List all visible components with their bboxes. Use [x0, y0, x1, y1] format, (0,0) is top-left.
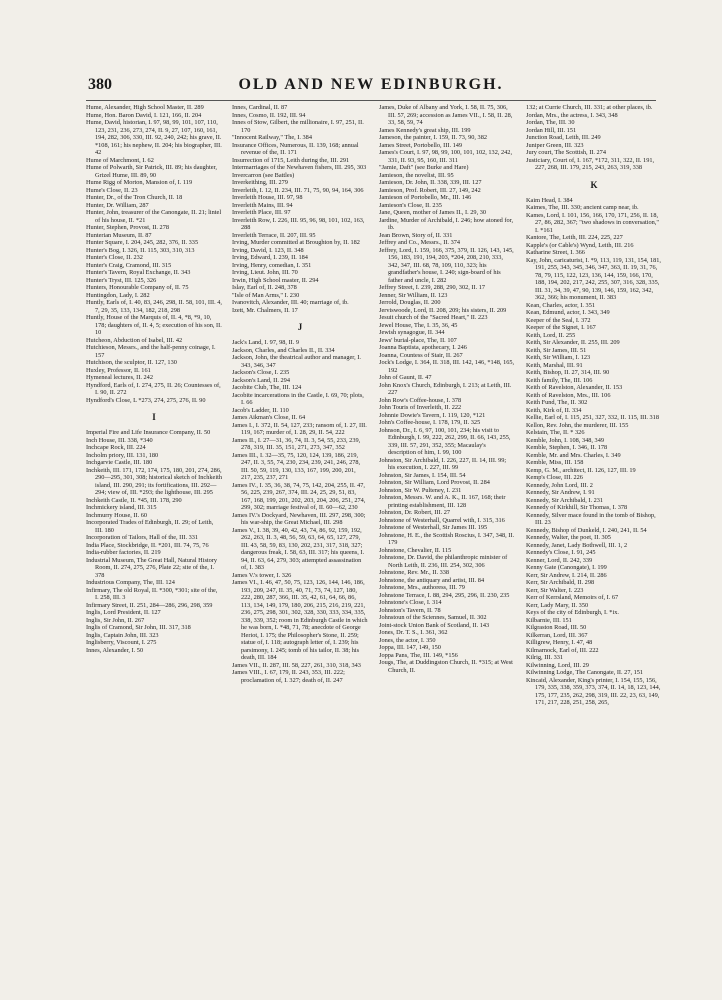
- index-entry: Johnston, Sir William, Lord Provost, II. 284: [379, 479, 490, 486]
- index-entry: Incorporated Trades of Edinburgh, II. 29; of Leith, III. 180: [86, 519, 214, 534]
- index-entry: John Knox's Church, Edinburgh, I. 213; at Leith, III. 227: [379, 381, 512, 396]
- index-entry: Jury court, The Scottish, II. 274: [526, 149, 606, 156]
- index-entry: Keys of the city of Edinburgh, I. *ix.: [526, 609, 619, 616]
- index-entry: Juniper Green, III. 323: [526, 141, 584, 149]
- index-entry: 132; at Currie Church, III. 331; at other places, ib.: [526, 104, 653, 111]
- index-entry: Keith, Sir William, I. 123: [526, 354, 591, 361]
- index-columns: [86, 104, 662, 994]
- index-entry: India Place, Stockbridge, II. *201, III. 74, 75, 76: [86, 541, 209, 549]
- index-column-2: [232, 104, 368, 994]
- index-entry: Hunter's Tryst, III. 125, 326: [86, 276, 157, 284]
- index-entry: Kennedy of Kirkhill, Sir Thomas, I. 378: [526, 504, 628, 511]
- index-entry: Innes, Alexander, I. 50: [86, 646, 144, 654]
- index-entry: Keeper of the Signet, I. 167: [526, 324, 596, 331]
- index-entry: Keith of Ravelston, Alexander, II. 153: [526, 384, 623, 391]
- index-entry: Irwin, High School master, II. 294: [232, 276, 319, 284]
- index-entry: Kennedy, Janet, Lady Bothwell, III. 1, 2: [526, 541, 628, 549]
- index-entry: Hunter's Tavern, Royal Exchange, II. 343: [86, 269, 191, 276]
- index-entry: Kaim Head, I. 384: [526, 196, 573, 204]
- index-entry: Hunter, Stephen, Provost, II. 278: [86, 224, 169, 231]
- index-entry: James, Duke of Albany and York, I. 58, II. 75, 306, III. 57, 269; accession as James VII., I. 58, II. 28, 33, 58, 59, 74: [379, 104, 513, 126]
- index-entry: John's Coffee-house, I. 178, 179, II. 325: [379, 419, 481, 426]
- index-entry: Kilwinning Lodge, The Canongate, II. 27, 151: [526, 669, 644, 676]
- index-entry: Jean Brown, Story of, II. 331: [379, 231, 453, 239]
- section-letter-heading: J: [297, 322, 303, 332]
- index-entry: Inch House, III. 338, *340: [86, 436, 153, 444]
- index-entry: Jacobite incarcerations in the Castle, I. 69, 70; plots, I. 66: [232, 391, 364, 406]
- index-entry: Kean, Edmund, actor, I. 343, 349: [526, 309, 610, 316]
- index-entry: Johnston, Sir James, I. 154, III. 54: [379, 471, 466, 479]
- index-entry: Irving, Henry, comedian, I. 351: [232, 261, 312, 269]
- index-entry: Hunter Square, I. 204, 245, 282, 376, II. 335: [86, 239, 199, 246]
- index-entry: James VI., I. 46, 47, 50, 75, 123, 126, 144, 146, 186, 193, 209, 247, II. 35, 40, 71, 73, 74, 127, 180, 222, 280, 287, 366, III. 35, 42, 61, 64, 66, 86, 113, 134, 149, 179, 180, 206, 215, 216, 219, 221, 236, 275, 298, 301, 302, 328, 330, 333, 334, 335, 338, 339, 352; room in Edinburgh Castle in which he was born, I. *48, 71, 78; anecdote of George Heriot, I. 175; the Philosopher's Stone, II. 259; statue of, I. 118; autograph letter of, I. 239; his parsimony, I. 245; tomb of his tailor, II. 38; his death, III. 184: [232, 579, 368, 661]
- index-entry: Industrial Museum, The Great Hall, Natural History Room, II. 274, 275, 276, Plate 22; site of the, I. 378: [86, 556, 218, 579]
- index-entry: Izett, Mr. Chalmers, II. 17: [232, 306, 298, 314]
- index-entry: Keith of Ravelston, Mrs., III. 106: [526, 391, 611, 399]
- index-entry: Jock's Lodge, I. 364, II. 318, III. 142, 146, *148, 165, 192: [379, 359, 515, 374]
- index-entry: Jerviswoode, Lord, II. 208, 209; his sisters, II. 209: [379, 306, 507, 314]
- index-entry: "Jamie, Daft" (see Burke and Hare): [379, 164, 469, 171]
- index-entry: Keith, Sir Alexander, II. 255, III. 209: [526, 339, 620, 346]
- index-entry: Kincaid, Alexander, King's printer, I. 154, 155, 156, 179, 335, 338, 359, 373, 374, II. 14, 18, 123, 144, 175, 177, 235, 262, 298, 319, III. 22, 23, 63, 149, 171, 217, 228, 251, 258, 265,: [526, 676, 661, 706]
- index-column-1: [86, 104, 222, 994]
- index-entry: Joanna, Countess of Stair, II. 267: [379, 351, 463, 359]
- index-entry: Hutchieson, Messrs., and the half-penny coinage, I. 157: [86, 344, 216, 359]
- index-entry: Inglisberry, Viscount, I. 275: [86, 639, 157, 646]
- index-entry: Innes of Stow, Gilbert, the millionaire, I. 97, 251, II. 170: [232, 119, 364, 134]
- index-entry: Kemble, John, I. 108, 348, 349: [526, 436, 605, 444]
- index-entry: Junction Road, Leith, III. 249: [526, 134, 601, 141]
- index-entry: Johnstone of Westerhall, Quarrel with, I. 315, 316: [379, 516, 505, 524]
- index-entry: Jamieson, Prof. Robert, III. 27, 149, 242: [379, 186, 481, 194]
- index-entry: Johnston, Sir W. Pulteney, I. 231: [379, 486, 462, 494]
- index-entry: James's Court, I. 97, 98, 99, 100, 101, 102, 132, 242, 331, II. 93, 95, 160, III. 311: [379, 149, 513, 164]
- index-entry: Hume's Close, II. 23: [86, 186, 138, 194]
- index-entry: Keith Fund, The, II. 302: [526, 399, 588, 406]
- index-entry: Kenner, Lord, II. 242, 339: [526, 556, 593, 564]
- index-entry: Insurrection of 1715, Leith during the, III. 291: [232, 156, 350, 164]
- index-entry: Hume Rigg of Morton, Mansion of, I. 119: [86, 179, 193, 186]
- index-entry: Huntly, House of the Marquis of, II. 4, *8, *9, 10, 178; daughters of, II. 4, 5; execution of his son, II. 10: [86, 314, 222, 336]
- index-entry: Kerr, Sir Archibald, II. 298: [526, 579, 595, 586]
- index-entry: John Row's Coffee-house, I. 378: [379, 396, 462, 404]
- index-entry: Johnston, Messrs. W. and A. K., II. 167, 168; their printing establishment, III. 128: [379, 494, 506, 509]
- index-entry: Ivanovitch, Alexander, III. 40; marriage of, ib.: [232, 299, 349, 306]
- index-entry: Jewish synagogue, II. 344: [379, 329, 445, 336]
- index-entry: Jeffrey Street, I. 239, 288, 290, 302, II. 17: [379, 284, 486, 291]
- index-entry: Hutchison, the sculptor, II. 127, 130: [86, 359, 177, 366]
- index-entry: Jane, Queen, mother of James II., I. 29, 30: [379, 209, 487, 216]
- index-entry: Joppa Pans, The, III. 149, *156: [379, 651, 458, 659]
- index-entry: Kennedy, Sir Archibald, I. 231: [526, 496, 604, 504]
- index-entry: Inverleith Mains, III. 94: [232, 201, 293, 209]
- index-entry: Inchmickery island, III. 315: [86, 504, 157, 511]
- index-entry: Hume, Alexander, High School Master, II. 289: [86, 104, 204, 111]
- index-entry: Hunter, Dr., of the Tron Church, II. 18: [86, 194, 183, 201]
- index-entry: Johnstone Terrace, I. 88, 294, 295, 296, II. 230, 235: [379, 591, 510, 599]
- index-entry: John of Gaunt, II. 47: [379, 374, 432, 381]
- index-entry: James Street, Portobello, III. 149: [379, 141, 463, 149]
- index-entry: Jones, the actor, I. 350: [379, 636, 436, 644]
- index-entry: Jamieson's Close, II. 235: [379, 201, 442, 209]
- index-entry: Kilmarnock, Earl of, III. 222: [526, 646, 599, 654]
- index-entry: John Touris of Inverleith, II. 222: [379, 404, 462, 411]
- index-entry: Industrious Company, The, III. 124: [86, 579, 175, 586]
- index-entry: Inverleith Terrace, II. 207, III. 95: [232, 231, 316, 239]
- index-entry: Inchcape Rock, III. 224: [86, 444, 146, 451]
- index-entry: Jackson, Charles, and Charles II., II. 334: [232, 346, 335, 354]
- index-entry: Intermarriages of the Newhaven fishers, III. 295, 303: [232, 164, 367, 171]
- index-entry: Kay, John, caricaturist, I. *9, 113, 119, 131, 154, 181, 191, 255, 343, 345, 346, 347, 363, II. 19, 31, 76, 78, 79, 115, 122, 123, 136, 144, 159, 166, 170, 188, 194, 202, 217, 242, 255, 307, 316, 328, 335, III. 31, 34, 39, 47, 90, 139, 146, 159, 162, 342, 362, 366; his monument, II. 383: [526, 256, 662, 301]
- index-entry: Johnstone, H. E., the Scottish Roscius, I. 347, 348, II. 179: [379, 531, 515, 546]
- index-entry: Jackson's Close, I. 235: [232, 369, 290, 376]
- index-entry: Inglis, Lord President, II. 127: [86, 609, 161, 616]
- index-entry: Jameson, the painter, I. 159, II. 73, 90, 382: [379, 134, 487, 141]
- index-entry: Kellon, Rev. John, the murderer, III. 155: [526, 421, 629, 429]
- index-entry: "Innocent Railway," The, I. 384: [232, 134, 312, 141]
- index-entry: Jordan, The, III. 30: [526, 119, 575, 126]
- index-entry: Johnstone, Dr. David, the philanthropic minister of North Leith, II. 236, III. 254, 302, 306: [379, 554, 508, 569]
- index-entry: Jack's Land, I. 97, 98, II. 9: [232, 339, 300, 346]
- index-entry: Keeper of the Seal, I. 372: [526, 316, 591, 324]
- index-entry: Jacob's Ladder, II. 110: [232, 406, 289, 414]
- index-entry: "Isle of Man Arms," I. 230: [232, 291, 300, 299]
- index-entry: Kilwinning, Lord, III. 29: [526, 661, 589, 669]
- index-entry: Johnstone, Rev. Mr., II. 338: [379, 569, 450, 576]
- index-entry: Kenny Gate (Canongate), I. 199: [526, 564, 607, 571]
- index-entry: Islay, Earl of, II. 248, 378: [232, 284, 297, 291]
- index-entry: Kean, Charles, actor, I. 351: [526, 301, 595, 309]
- index-entry: Jacobite Club, The, III. 124: [232, 384, 302, 391]
- index-entry: Jordan, Mrs., the actress, I. 343, 348: [526, 111, 618, 119]
- index-entry: Kerr, Sir Walter, I. 223: [526, 586, 584, 594]
- index-entry: Infirmary, The old Royal, II. *300, *301; site of the, I. 258, III. 3: [86, 586, 218, 601]
- index-entry: Hunter, Dr. William, 287: [86, 201, 149, 209]
- index-entry: Joint-stock Union Bank of Scotland, II. 143: [379, 621, 490, 629]
- index-entry: James V.'s tower, I. 326: [232, 571, 292, 579]
- index-entry: Johnston's Tavern, II. 78: [379, 606, 441, 614]
- index-entry: Johnnie Dowie's Tavern, I. 119, 120, *121: [379, 411, 486, 419]
- index-entry: Kilbarnie, III. 151: [526, 616, 572, 624]
- index-entry: Kellie, Earl of, I. 115, 251, 327, 332, II. 115, III. 318: [526, 414, 659, 421]
- index-entry: Johnstone, Mrs., authoress, III. 79: [379, 584, 465, 591]
- index-entry: James III., I. 32—35, 75, 120, 124, 139, 186, 219, 247, II. 3, 55, 74, 230, 234, 239, 241, 246, 278, III. 50, 59, 119, 130, 133, 167, 199, 200, 201, 217, 235, 237, 271: [232, 451, 361, 481]
- index-entry: Jeffrey, Lord, I. 159, 166, 375, 379, II. 126, 143, 145, 156, 183, 191, 194, 203, *204, 208, 210, 333, 342, 347, III. 68, 78, 109, 110, 323; his grandfather's house, I. 240; sign-board of his father and uncle, I. 282: [379, 246, 514, 284]
- index-entry: Kennedy, Sir Andrew, I. 91: [526, 489, 595, 496]
- running-header: [86, 74, 656, 101]
- index-entry: Hyndford's Close, L *273, 274, 275, 276, II. 90: [86, 396, 206, 404]
- index-entry: Hunter's Close, II. 232: [86, 254, 143, 261]
- index-entry: Johnston, Sir Archibald, I. 226, 227, II. 14, III. 99; his execution, I. 227, III. 99: [379, 456, 507, 471]
- index-entry: Johnson, Dr., I. 6, 97, 100, 101, 234; his visit to Edinburgh, I. 99, 222, 262, 299, II. 66, 143, 255, 339, III. 57, 291, 352, 355; Macaulay's description of him, I. 99, 100: [379, 426, 511, 456]
- index-entry: Kilrig, III. 331: [526, 654, 564, 661]
- index-entry: Johnstone, Chevalier, II. 115: [379, 546, 452, 554]
- index-entry: Irving, David, I. 123, II. 348: [232, 246, 304, 254]
- index-entry: Kennedy, Bishop of Dunkeld, I. 240, 241, II. 54: [526, 526, 647, 534]
- index-entry: Inchkeith, III. 171, 172, 174, 175, 180, 201, 274, 286, 290—295, 301, 308; historical sketch of Inchkeith island, III. 290, 291; its fortifications, III. 292—294; view of, III. *293; the lighthouse, III. 295: [86, 466, 222, 496]
- index-entry: Hymeneal lectures, II. 242: [86, 374, 153, 381]
- index-entry: Keith, Bishop, II. 27, 314, III. 90: [526, 369, 610, 376]
- index-entry: Innes, Cosmo, II. 192, III. 94: [232, 111, 306, 119]
- index-entry: Inglis of Cramond, Sir John, III. 317, 318: [86, 624, 191, 631]
- index-entry: Inverleith House, III. 97, 98: [232, 194, 303, 201]
- section-letter-heading: K: [590, 179, 598, 190]
- index-entry: Keith, Lord, II. 255: [526, 331, 576, 339]
- index-entry: Jamieson of Portobello, Mr., III. 146: [379, 194, 472, 201]
- index-entry: Incorporation of Tailors, Hall of the, III. 331: [86, 534, 199, 541]
- index-entry: Hume of Polwarth, Sir Patrick, III. 89; his daughter, Grizel Hume, III. 89, 90: [86, 164, 217, 179]
- index-entry: James IV.'s Dockyard, Newhaven, III. 297, 298, 300; his war-ship, the Great Michael, III. 298: [232, 511, 366, 526]
- page-number: 380: [88, 76, 112, 93]
- index-entry: Inchgarvie Castle, III. 180: [86, 459, 153, 466]
- index-entry: Keith, Kirk of, II. 334: [526, 406, 582, 414]
- index-entry: Jeffrey and Co., Messrs., II. 374: [379, 239, 461, 246]
- index-entry: James Aikman's Close, II. 64: [232, 414, 306, 421]
- index-entry: Johnstone of Westerhall, Sir James III. 195: [379, 524, 488, 531]
- index-entry: Kaimes, The, III. 330; ancient camp near, ib.: [526, 204, 639, 211]
- index-entry: Jamieson, Dr. John, II. 338, 339, III. 127: [379, 179, 482, 186]
- index-entry: James Kennedy's great ship, III. 199: [379, 126, 471, 134]
- index-entry: Hunterian Museum, II. 87: [86, 231, 152, 239]
- index-entry: James I., I. 372, II. 54, 127, 233; ransom of, I. 27, III. 119, 167; murder of, I. 28, 29, II. 54, 222: [232, 421, 367, 436]
- index-entry: Inverleith Place, III. 97: [232, 209, 291, 216]
- index-entry: Keith, Marshal, III. 91: [526, 361, 583, 369]
- index-entry: Innes, Cardinal, II. 87: [232, 104, 288, 111]
- index-entry: Hutcheon, Abduction of Isabel, III. 42: [86, 336, 183, 344]
- index-entry: Keith family, The, III. 106: [526, 376, 593, 384]
- index-entry: Justiciary, Court of, I. 167, *172, 311, 322, II. 191, 227, 268, III. 179, 215, 243, 263, 319, 338: [526, 156, 655, 171]
- index-entry: Irving, Edward, I. 239, II. 184: [232, 254, 308, 261]
- index-entry: James II., I. 27—31, 36, 74, II. 3, 54, 55, 233, 239, 278, 319, III. 35, 151, 271, 273, 347, 352: [232, 436, 361, 451]
- index-entry: Kames, Lord, I. 101, 156, 166, 170, 171, 256, II. 18, 27, 86, 282, 367; "two shadows in conversation," I. *161: [526, 211, 659, 234]
- index-entry: Hyndford, Earls of, I. 274, 275, II. 26; Countesses of, I. 90, II. 272: [86, 381, 221, 396]
- index-entry: Hunters, Honourable Company of, II. 75: [86, 284, 189, 291]
- index-entry: Kemp, G. M., architect, II. 126, 127, III. 19: [526, 466, 636, 474]
- index-entry: Huxley, Professor, II. 161: [86, 366, 151, 374]
- index-entry: Jordan Hill, III. 151: [526, 126, 577, 134]
- index-entry: Kemble, Miss, III. 158: [526, 459, 584, 466]
- page-title: OLD AND NEW EDINBURGH.: [238, 76, 504, 93]
- index-entry: Invercarron (see Battles): [232, 171, 295, 179]
- index-entry: Huntly, Earls of, I. 40, 83, 246, 298, II. 58, 101, III. 4, 7, 29, 35, 133, 134, 182, 218, 298: [86, 299, 222, 314]
- index-entry: Jenner, Sir William, II. 123: [379, 291, 448, 299]
- index-entry: Irving, Murder committed at Broughton by, II. 182: [232, 239, 360, 246]
- index-entry: Insurance Offices, Numerous, II. 139, 168; annual revenue of the, II. 171: [232, 141, 359, 156]
- index-entry: Irving, Lieut. John, III. 70: [232, 269, 298, 276]
- index-entry: Incholm priory, III. 131, 180: [86, 451, 159, 459]
- index-entry: Kantore, The, Leith, III. 224, 225, 227: [526, 234, 623, 241]
- index-entry: Jesuit church of the "Sacred Heart," II. 223: [379, 314, 488, 321]
- index-entry: Killigrew, Henry, I. 47, 48: [526, 639, 593, 646]
- index-entry: Jewel House, The, I. 35, 36, 45: [379, 321, 458, 329]
- index-entry: Jones, Dr. T. S., I. 361, 362: [379, 629, 448, 636]
- index-entry: Katharine Street, I. 366: [526, 249, 585, 256]
- index-column-4: [526, 104, 662, 994]
- index-entry: Hume, David, historian, I. 97, 98, 99, 101, 107, 110, 123, 231, 236, 273, 274, II. 9, 27, 107, 160, 161, 194, 282, 306, 330, III. 92, 240, 242; his grave, II. *108, 161; his nephew, II. 204; his biographer, III. 42: [86, 119, 222, 156]
- index-entry: Kelstain, The, II. * 326: [526, 429, 585, 436]
- index-entry: Jackson's Land, II. 294: [232, 376, 290, 384]
- index-entry: Hunter's Craig, Cramond, III. 315: [86, 261, 172, 269]
- index-entry: Hume, Hon. Baron David, I. 121, 166, II. 204: [86, 111, 202, 119]
- index-entry: Hunter's Bog, I. 326, II. 115, 303, 310, 313: [86, 246, 195, 254]
- index-entry: Inverleith Row, I. 226, III. 95, 96, 98, 101, 102, 163, 288: [232, 216, 365, 231]
- index-entry: Inglis, Captain John, III. 323: [86, 631, 159, 639]
- index-entry: Inglis, Sir John, II. 267: [86, 616, 145, 624]
- index-entry: Jamieson, the novelist, III. 95: [379, 171, 454, 179]
- index-entry: Kennedy, John Lord, III. 2: [526, 481, 593, 489]
- index-entry: Johnstoun of the Sciennes, Samuel, II. 302: [379, 614, 487, 621]
- index-entry: India-rubber factories, II. 219: [86, 549, 161, 556]
- index-entry: Hume of Marchmont, I. 62: [86, 156, 154, 164]
- index-entry: Hunter, John, treasurer of the Canongate, II. 21; lintel of his house, II. *21: [86, 209, 222, 224]
- index-entry: Kemble, Stephen, I. 346, II. 178: [526, 444, 608, 451]
- index-entry: Johnston, Dr. Robert, III. 27: [379, 509, 451, 516]
- index-entry: James IV., I. 35, 36, 38, 74, 75, 142, 204, 255, II. 47, 56, 225, 239, 267, 374, III. 24, 25, 29, 51, 83, 167, 168, 199, 201, 202, 203, 204, 206, 251, 274, 299, 302; marriage festival of, II. 60—62, 230: [232, 481, 366, 511]
- index-entry: Infirmary Street, II. 251, 284—286, 296, 298, 359: [86, 601, 213, 609]
- index-entry: James V., I. 38, 39, 40, 42, 43, 74, 86, 92, 159, 192, 262, 263, II. 3, 48, 56, 59, 63, 64, 65, 127, 279, III. 43, 58, 59, 83, 130, 202, 231, 317, 318, 327; dangerous freak, I. 58, 63, III. 317; his queens, I. 94, II. 63, 64, 279, 303; attempted assassination of, I. 383: [232, 526, 365, 571]
- index-entry: Inverkeithing, III. 279: [232, 179, 288, 186]
- index-entry: Jardine, Murder of Archibald, I. 246; how atoned for, ib.: [379, 216, 514, 231]
- index-entry: Kilgraston Road, III. 50: [526, 624, 587, 631]
- index-entry: Kemble, Mr. and Mrs. Charles, I. 349: [526, 451, 621, 459]
- index-entry: Jougs, The, at Duddingston Church, II. *315; at West Church, II.: [379, 659, 513, 674]
- index-entry: Kennedy, Silver mace found in the tomb of Bishop, III. 23: [526, 511, 656, 526]
- index-entry: Jackson, John, the theatrical author and manager, I. 343, 346, 347: [232, 354, 361, 369]
- index-entry: Kemp's Close, III. 226: [526, 474, 583, 481]
- section-letter-heading: I: [152, 412, 156, 422]
- index-entry: Kapple's (or Cable's) Wynd, Leith, III. 216: [526, 241, 634, 249]
- index-entry: Kilkerran, Lord, III. 367: [526, 631, 588, 639]
- index-entry: Jews' burial-place, The, II. 107: [379, 336, 457, 344]
- index-entry: Kennedy's Close, I. 91, 245: [526, 549, 596, 556]
- index-entry: Kerr, Sir Andrew, I. 214, II. 286: [526, 571, 607, 579]
- index-entry: Kennedy, Walter, the poet, II. 305: [526, 534, 611, 541]
- index-entry: Huntingdon, Lady, I. 282: [86, 291, 150, 299]
- index-entry: Kerr, Lady Mary, II. 350: [526, 601, 589, 609]
- index-entry: Johnstone's Close, I. 314: [379, 599, 442, 606]
- index-entry: Inverleith, I. 12, II. 234, III. 71, 75, 90, 94, 164, 306: [232, 186, 364, 194]
- index-entry: Inchkeith Castle, II. *45, III. 178, 290: [86, 496, 182, 504]
- index-entry: Joppa, III. 147, 149, 150: [379, 644, 441, 651]
- index-entry: Imperial Fire and Life Insurance Company, II. 50: [86, 429, 211, 436]
- index-entry: Keith, Sir James, III. 51: [526, 346, 587, 354]
- index-entry: James VIII., I. 67, 179, II. 243, 353, III. 222; proclamation of, I. 327; death of, II. 247: [232, 669, 345, 684]
- index-entry: Johnstone, the antiquary and artist, III. 84: [379, 576, 485, 584]
- index-entry: James VII., II. 287, III. 58, 227, 261, 310, 318, 343: [232, 661, 361, 669]
- index-entry: Kerr of Kerrsland, Memoirs of, I. 67: [526, 594, 619, 601]
- index-column-3: [379, 104, 515, 994]
- index-entry: Inchmurry House, II. 60: [86, 511, 148, 519]
- index-entry: Joanna Baptista, apothecary, I. 246: [379, 344, 467, 351]
- index-entry: Jerrold, Douglas, II. 200: [379, 299, 441, 306]
